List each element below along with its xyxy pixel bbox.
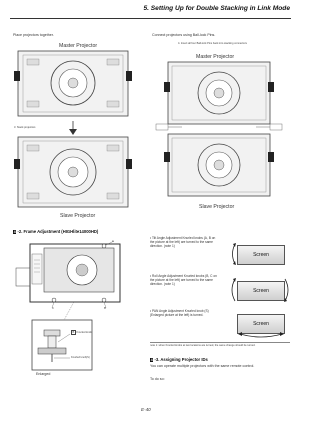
bullet-roll-text: Roll Angle Adjustment Knurled knobs (B, C on the picture at the left) are turned to the same direction. (note 1)	[150, 274, 217, 286]
knurled-knob-label	[71, 331, 92, 334]
right-intro: Connect projectors using Ball-lock Pins.	[152, 33, 216, 37]
assign-ids-heading	[150, 357, 208, 362]
knob-label-a: A	[112, 240, 114, 243]
screen-roll: Screen	[237, 281, 285, 301]
stack-projectors-label: 3. Stack projectors	[14, 126, 36, 129]
screen-tilt: Screen	[237, 245, 285, 265]
assign-ids-todo: To do so:	[150, 377, 165, 381]
page-number: E-40	[141, 407, 151, 412]
frame-adjustment-title: -2. Frame Adjustment (HIGHlite14000HD)	[17, 229, 99, 234]
enlarged-label: Enlarged	[36, 372, 51, 376]
screen-pan: Screen	[237, 314, 285, 334]
pan-arrow-icon	[236, 332, 286, 340]
knurled-knob-s-label: Knurled knob(S)	[71, 356, 90, 359]
bullet-tilt: • Tilt Angle Adjustment Knurled knobs (A, B on the picture at the left) are turned to the same direction. (note 1)	[150, 236, 216, 248]
knurled-knob-text: Knurled knob	[76, 331, 92, 334]
step4-text: 4. Insert all four Ball-lock Pins back into stacking connectors	[178, 42, 247, 45]
right-slave-label: Slave Projector	[199, 204, 235, 210]
roll-arrows-icon	[229, 276, 291, 304]
tilt-arrow-icon	[229, 242, 237, 266]
right-master-label: Master Projector	[196, 54, 235, 60]
left-stack-diagram	[13, 49, 133, 219]
bullet-tilt-text: Tilt Angle Adjustment Knurled knobs (A, B on the picture at the left) are turned to the same direction. (note 1)	[150, 236, 216, 248]
page-header-title: 5. Setting Up for Double Stacking in Link Mode	[143, 5, 290, 12]
knob-label-b: B	[104, 307, 106, 310]
callout-b-badge: B	[72, 331, 75, 334]
section-number-badge-2: 4	[150, 358, 153, 362]
bullet-pan: • PAN Angle Adjustment Knurled knob (S) (Enlarged picture at the left) is turned.	[150, 309, 209, 317]
assign-ids-title: -3. Assigning Projector IDs	[154, 357, 208, 362]
left-slave-label: Slave Projector	[60, 213, 96, 219]
left-intro: Place projectors together.	[13, 33, 54, 37]
frame-adjustment-heading	[13, 229, 98, 234]
right-stack-diagram	[152, 60, 288, 200]
note-1: note 1: when Knurled knobs at two locations are turned, the same change should be turned.	[150, 342, 290, 347]
bullet-roll: • Roll Angle Adjustment Knurled knobs (B, C on the picture at the left) are turned to the same direction. (note 1)	[150, 274, 217, 286]
left-master-label: Master Projector	[59, 43, 98, 49]
knob-label-c: C	[52, 307, 54, 310]
section-number-badge: 4	[13, 230, 16, 234]
assign-ids-body: You can operate multiple projectors with the same remote control.	[150, 364, 255, 368]
bullet-pan-text: PAN Angle Adjustment Knurled knob (S) (Enlarged picture at the left) is turned.	[150, 309, 209, 317]
